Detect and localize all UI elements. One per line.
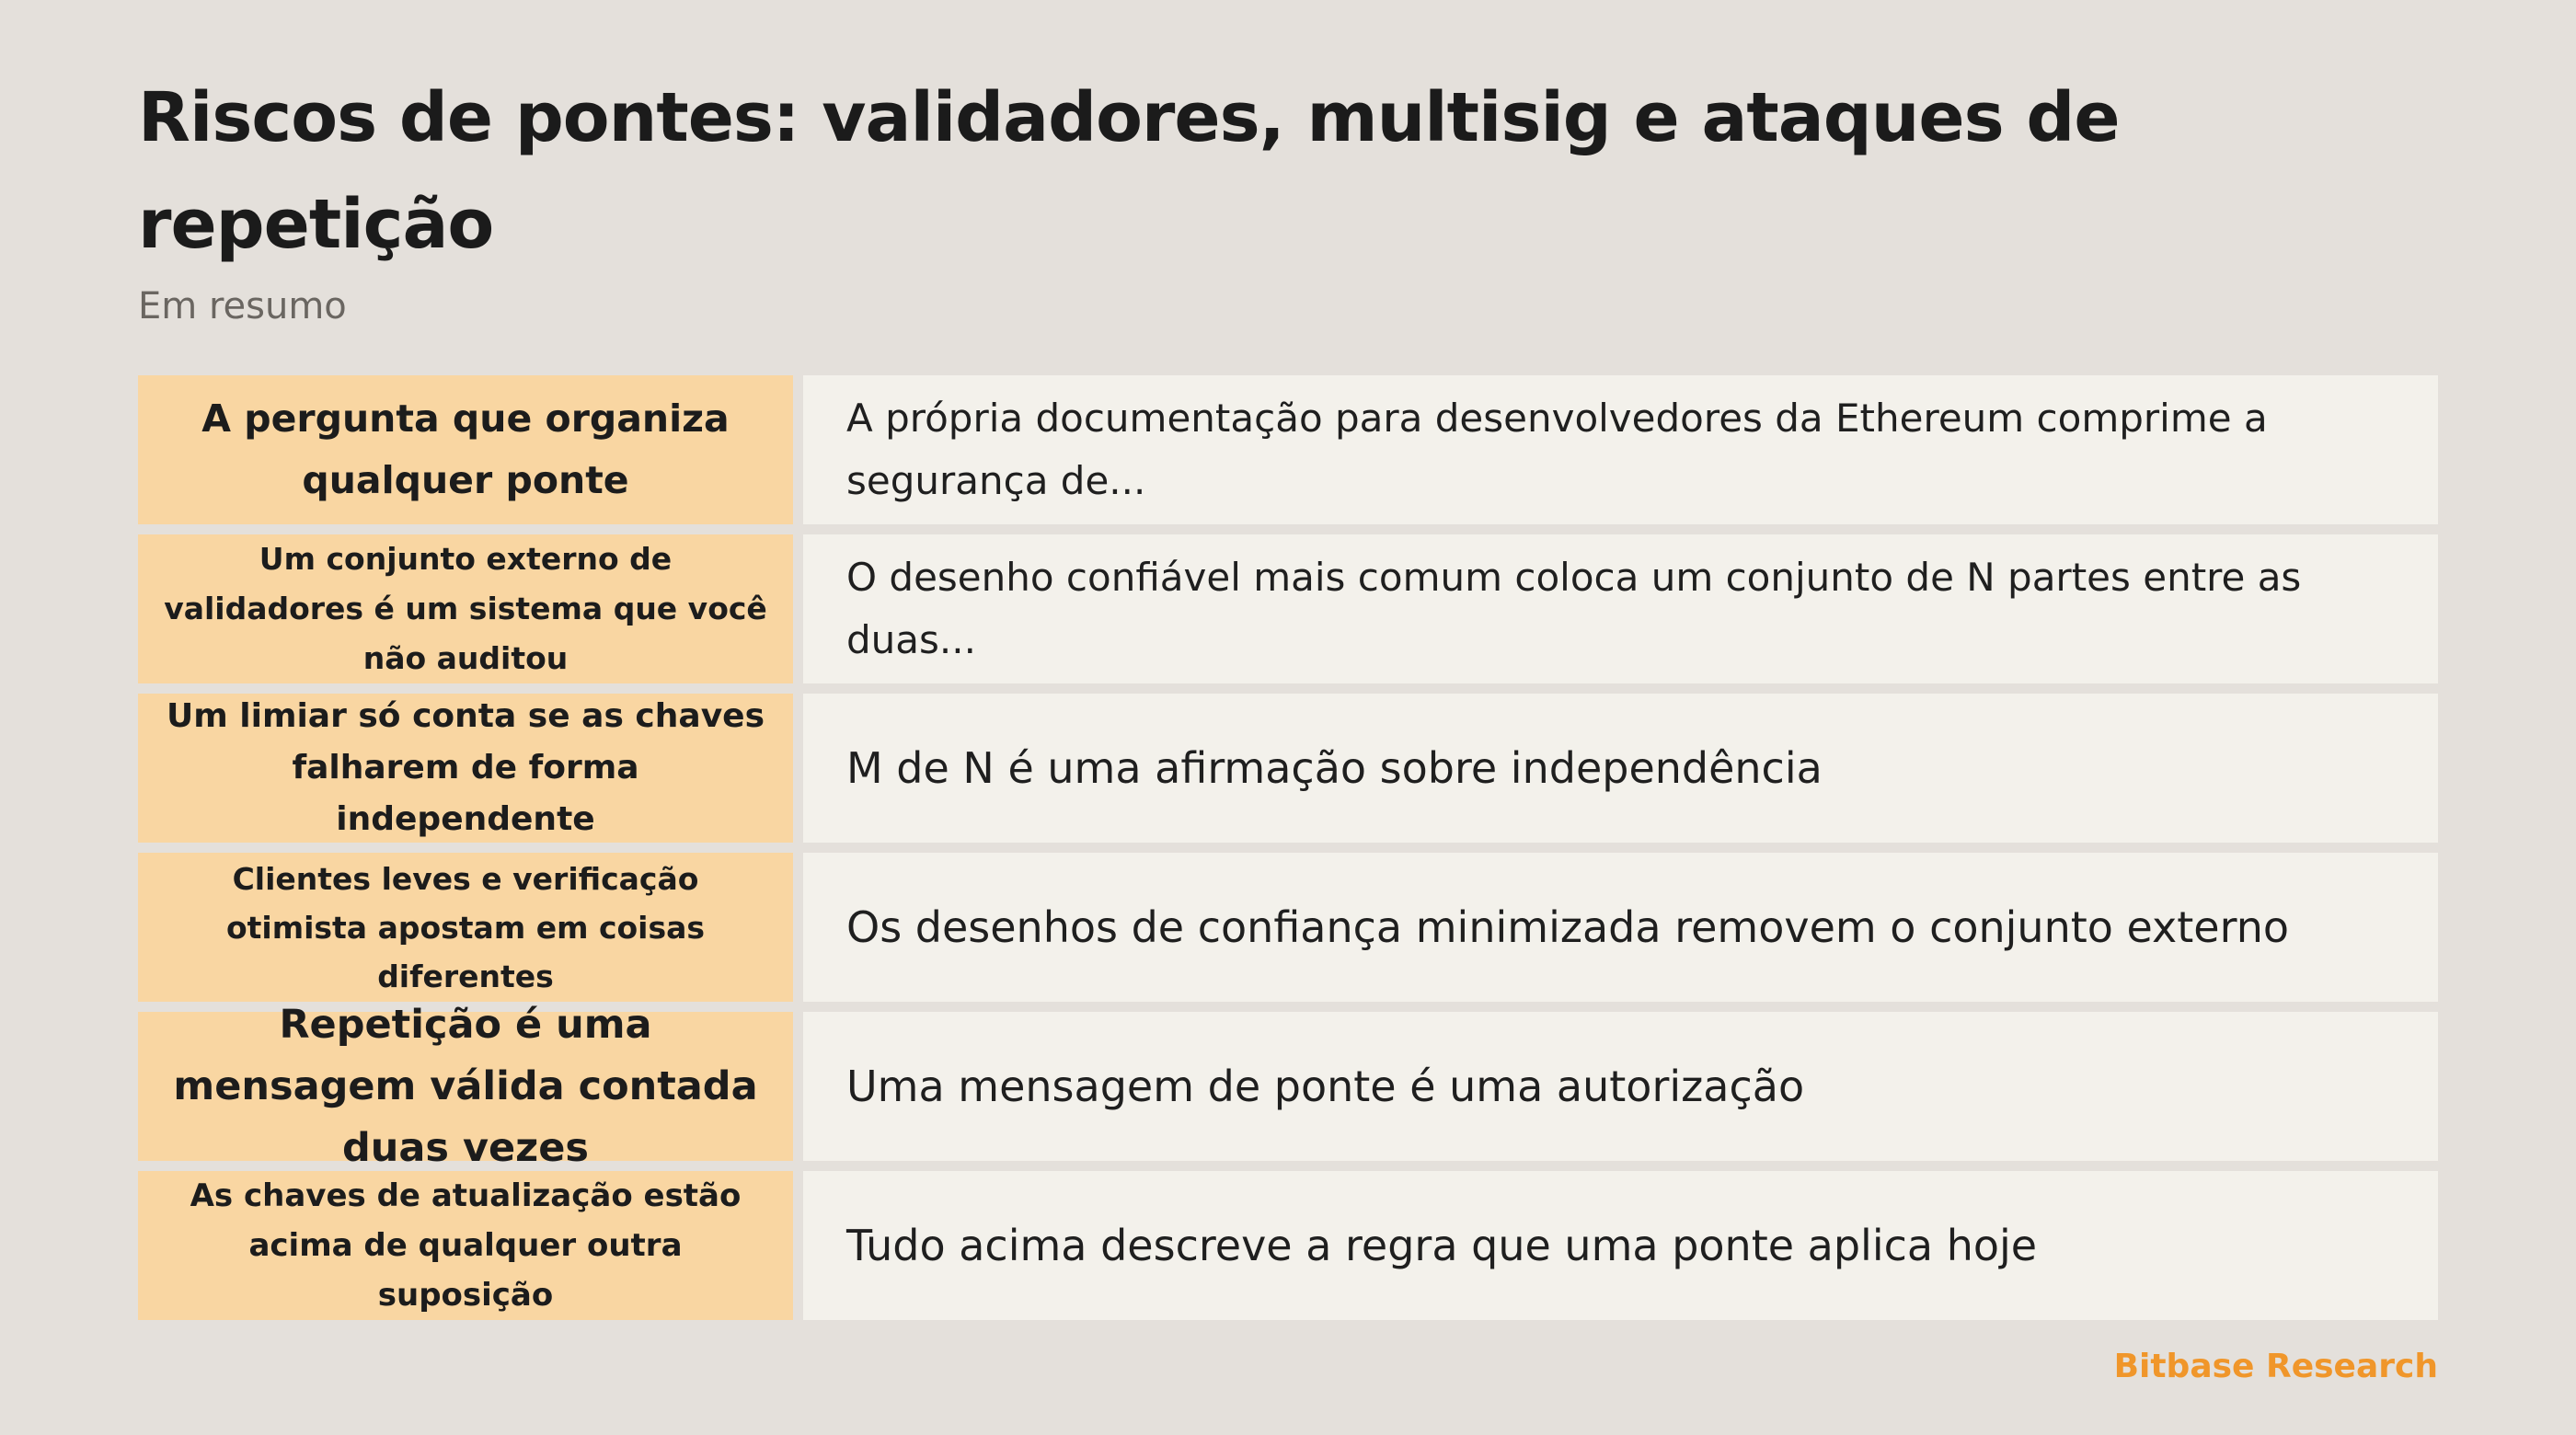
row-text: Tudo acima descreve a regra que uma ponte aplica hoje <box>803 1171 2438 1320</box>
row-label: Repetição é uma mensagem válida contada duas vezes <box>138 1012 793 1161</box>
page-subtitle: Em resumo <box>138 285 347 327</box>
row-text: O desenho confiável mais comum coloca um conjunto de N partes entre as duas... <box>803 534 2438 683</box>
brand-label: Bitbase Research <box>2113 1348 2438 1385</box>
table-row <box>138 1001 2438 1171</box>
row-label: Um limiar só conta se as chaves falharem de forma independente <box>138 694 793 843</box>
row-label: A pergunta que organiza qualquer ponte <box>138 375 793 524</box>
row-text: Os desenhos de confiança minimizada removem o conjunto externo <box>803 853 2438 1002</box>
summary-table <box>138 375 2438 1320</box>
slide <box>138 64 2438 1398</box>
row-label: As chaves de atualização estão acima de qualquer outra suposição <box>138 1171 793 1320</box>
row-text: A própria documentação para desenvolvedores da Ethereum comprime a segurança de... <box>803 375 2438 524</box>
table-row <box>138 853 2438 1002</box>
table-row <box>138 534 2438 683</box>
table-row <box>138 694 2438 843</box>
table-row <box>138 375 2438 524</box>
row-label: Um conjunto externo de validadores é um sistema que você não auditou <box>138 534 793 683</box>
page-title: Riscos de pontes: validadores, multisig e ataques de repetição <box>138 78 2120 264</box>
row-text: Uma mensagem de ponte é uma autorização <box>803 1012 2438 1161</box>
row-text: M de N é uma afirmação sobre independência <box>803 694 2438 843</box>
row-label: Clientes leves e verificação otimista apostam em coisas diferentes <box>138 853 793 1002</box>
table-row <box>138 1171 2438 1320</box>
